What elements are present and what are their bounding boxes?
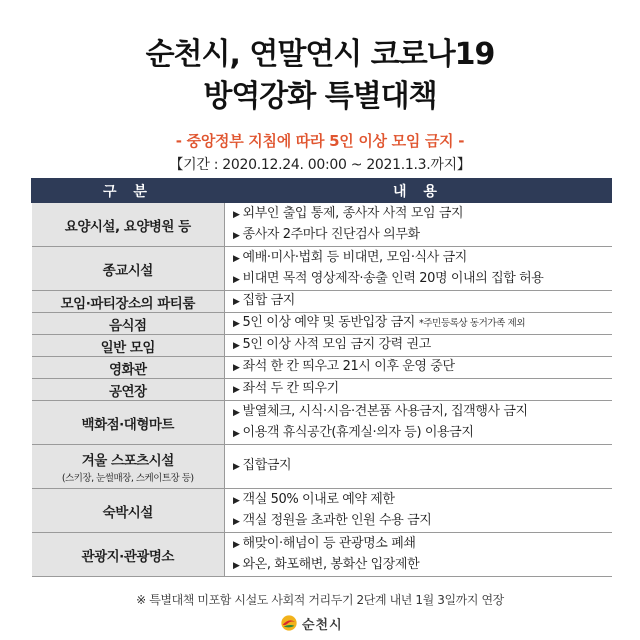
row-category-label: 영화관 — [108, 361, 147, 378]
content-item — [233, 357, 612, 378]
bullet-triangle-icon: ▶ — [233, 495, 240, 506]
bullet-triangle-icon: ▶ — [233, 385, 240, 395]
row-category-label: 일반 모임 — [100, 339, 155, 356]
title-line-2: 방역강화 특별대책 — [203, 79, 437, 114]
content-item-text: 5인 이상 사적 모임 금지 강력 권고 — [242, 337, 431, 352]
footnote: ※ 특별대책 미포함 시설도 사회적 거리두기 2단계 내년 1월 3일까지 연장 — [136, 593, 504, 607]
content-item — [233, 423, 612, 444]
content-item-text: 이용객 휴식공간(휴게실·의자 등) 이용금지 — [242, 424, 474, 440]
content-item-text: 발열체크, 시식·시음·견본품 사용금지, 집객행사 금지 — [242, 403, 528, 419]
table-header-row — [32, 179, 612, 203]
row-content — [225, 247, 612, 291]
table-row — [32, 291, 612, 313]
suncheon-logo-icon — [280, 614, 298, 632]
row-category — [32, 489, 225, 533]
row-content — [225, 357, 612, 379]
row-category — [32, 291, 225, 313]
bullet-triangle-icon: ▶ — [233, 341, 240, 351]
row-content — [225, 445, 612, 489]
content-item-text: 집합 금지 — [242, 293, 295, 308]
title-line-1: 순천시, 연말연시 코로나19 — [145, 37, 495, 72]
content-item-text: 5인 이상 예약 및 동반입장 금지 — [242, 315, 415, 330]
policy-table — [31, 178, 612, 577]
table-row — [32, 203, 612, 247]
content-item — [233, 313, 612, 334]
content-item-text: 해맞이·해넘이 등 관광명소 폐쇄 — [242, 535, 416, 551]
row-category — [32, 401, 225, 445]
content-item — [233, 456, 612, 477]
content-item — [233, 534, 612, 555]
bullet-triangle-icon: ▶ — [233, 428, 240, 439]
bullet-triangle-icon: ▶ — [233, 407, 240, 418]
row-category — [32, 203, 225, 247]
row-category-label: 공연장 — [108, 383, 147, 400]
content-item-text: 외부인 출입 통제, 종사자 사적 모임 금지 — [242, 205, 464, 221]
row-content — [225, 313, 612, 335]
content-note: *주민등록상 동거가족 제외 — [418, 318, 526, 329]
row-category — [32, 335, 225, 357]
table-body — [32, 203, 612, 577]
row-content — [225, 203, 612, 247]
table-row — [32, 313, 612, 335]
bullet-triangle-icon: ▶ — [233, 253, 240, 264]
content-item-text: 예배·미사·법회 등 비대면, 모임·식사 금지 — [242, 249, 467, 265]
row-category — [32, 357, 225, 379]
content-item — [233, 225, 612, 246]
content-item — [233, 204, 612, 225]
row-category-label: 종교시설 — [102, 262, 153, 279]
row-content — [225, 489, 612, 533]
table-row — [32, 533, 612, 577]
table-row — [32, 401, 612, 445]
row-category — [32, 445, 225, 489]
header-content: 내 용 — [225, 179, 612, 203]
row-category-label: 요양시설, 요양병원 등 — [64, 218, 191, 235]
bullet-triangle-icon: ▶ — [233, 516, 240, 527]
content-item — [233, 248, 612, 269]
content-item-text: 객실 정원을 초과한 인원 수용 금지 — [242, 512, 432, 528]
bullet-triangle-icon: ▶ — [233, 539, 240, 550]
bullet-triangle-icon: ▶ — [233, 462, 240, 472]
row-category-label: 겨울 스포츠시설 — [81, 453, 174, 469]
content-item-text: 집합금지 — [242, 458, 292, 473]
bullet-triangle-icon: ▶ — [233, 297, 240, 307]
bullet-triangle-icon: ▶ — [233, 209, 240, 220]
row-content — [225, 291, 612, 313]
row-category-sublabel: (스키장, 눈썰매장, 스케이트장 등) — [61, 473, 194, 484]
row-category-label: 숙박시설 — [102, 504, 153, 521]
content-item-text: 종사자 2주마다 진단검사 의무화 — [242, 226, 420, 242]
row-category — [32, 379, 225, 401]
row-category — [32, 313, 225, 335]
row-content — [225, 401, 612, 445]
content-item — [233, 291, 612, 312]
content-item — [233, 402, 612, 423]
row-category-label: 백화점·대형마트 — [81, 416, 174, 433]
content-item — [233, 555, 612, 576]
bullet-triangle-icon: ▶ — [233, 230, 240, 241]
row-category-label: 음식점 — [108, 317, 147, 334]
table-row — [32, 489, 612, 533]
content-item-text: 좌석 두 칸 띄우기 — [242, 381, 339, 396]
row-category — [32, 533, 225, 577]
row-category-label: 모임·파티장소의 파티룸 — [60, 295, 195, 312]
bullet-triangle-icon: ▶ — [233, 363, 240, 373]
row-content — [225, 379, 612, 401]
content-item — [233, 269, 612, 290]
table-row — [32, 379, 612, 401]
logo-text: 순천시 — [302, 617, 343, 633]
content-item-text: 와온, 화포해변, 봉화산 입장제한 — [242, 556, 420, 572]
row-category — [32, 247, 225, 291]
table-row — [32, 335, 612, 357]
content-item-text: 좌석 한 칸 띄우고 21시 이후 운영 중단 — [242, 359, 455, 374]
table-row — [32, 357, 612, 379]
row-content — [225, 533, 612, 577]
table-row — [32, 445, 612, 489]
title-block — [0, 34, 640, 118]
content-item-text: 객실 50% 이내로 예약 제한 — [242, 491, 395, 507]
bullet-triangle-icon: ▶ — [233, 560, 240, 571]
content-item — [233, 511, 612, 532]
row-content — [225, 335, 612, 357]
table-row — [32, 247, 612, 291]
bullet-triangle-icon: ▶ — [233, 274, 240, 285]
content-item — [233, 379, 612, 400]
content-item — [233, 335, 612, 356]
bullet-triangle-icon: ▶ — [233, 319, 240, 329]
city-logo — [280, 611, 343, 635]
header-category: 구 분 — [32, 179, 225, 203]
content-item — [233, 490, 612, 511]
subtitle: - 중앙정부 지침에 따라 5인 이상 모임 금지 - — [175, 132, 465, 150]
period: 【기간 : 2020.12.24. 00:00 ~ 2021.1.3.까지】 — [169, 157, 471, 173]
content-item-text: 비대면 목적 영상제작·송출 인력 20명 이내의 집합 허용 — [242, 270, 544, 286]
row-category-label: 관광지·관광명소 — [81, 548, 174, 565]
